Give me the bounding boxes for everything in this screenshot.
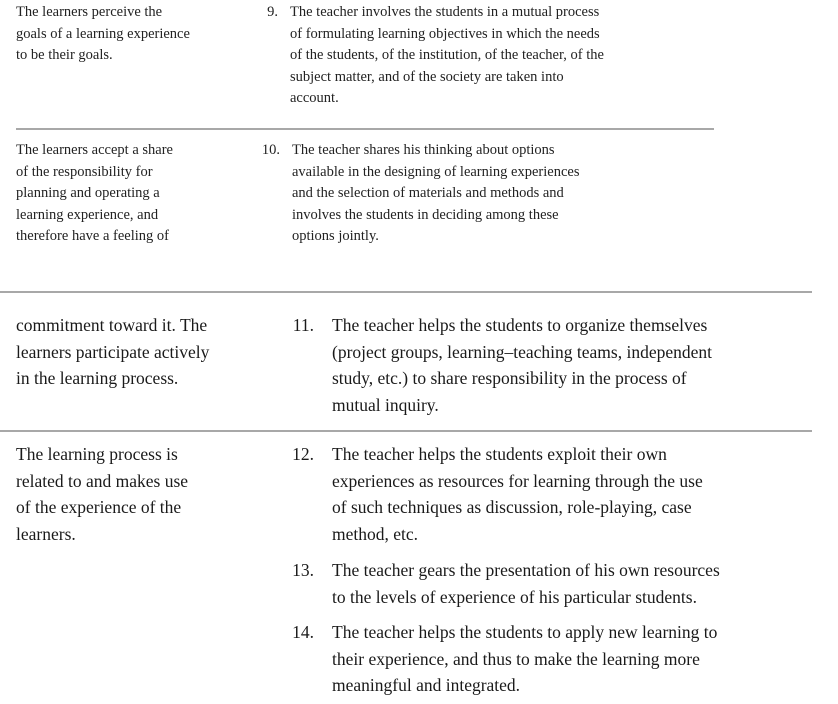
item-line: The teacher involves the students in a mutual process bbox=[290, 4, 600, 20]
item-number: 13. bbox=[292, 560, 314, 580]
item-line: The teacher helps the students to apply new learning to bbox=[332, 622, 718, 642]
item-line: The teacher gears the presentation of his own resources bbox=[332, 560, 720, 580]
condition-cell bbox=[16, 312, 266, 392]
condition-line: related to and makes use bbox=[16, 470, 189, 491]
condition-line: commitment toward it. The bbox=[16, 315, 208, 335]
item-line: of formulating learning objectives in which the needs bbox=[290, 25, 600, 42]
item-number: 14. bbox=[292, 622, 314, 642]
item-line: The teacher helps the students to organize themselves bbox=[332, 315, 708, 335]
condition-cell bbox=[16, 140, 256, 248]
item-line: The teacher helps the students exploit their own bbox=[332, 444, 667, 464]
item-line: study, etc.) to share responsibility in the process of bbox=[332, 368, 687, 388]
condition-cell bbox=[16, 2, 256, 67]
item-line: and the selection of materials and methods and bbox=[292, 185, 564, 201]
condition-line: goals of a learning experience bbox=[16, 25, 190, 42]
row-divider bbox=[0, 291, 812, 293]
item-text bbox=[332, 441, 836, 547]
item-line: method, etc. bbox=[332, 523, 419, 544]
condition-line: learning experience, and bbox=[16, 206, 159, 223]
item-number: 11. bbox=[292, 315, 314, 335]
item-text bbox=[292, 140, 720, 248]
condition-line: learners participate actively bbox=[16, 341, 210, 362]
condition-line: The learners perceive the bbox=[16, 4, 163, 20]
condition-cell bbox=[16, 441, 266, 547]
row-divider bbox=[0, 430, 812, 432]
condition-line: of the experience of the bbox=[16, 497, 182, 517]
item-line: of such techniques as discussion, role-playing, case bbox=[332, 497, 692, 517]
item-line: (project groups, learning–teaching teams, independent bbox=[332, 341, 713, 362]
condition-line: therefore have a feeling of bbox=[16, 228, 169, 244]
condition-line: The learners accept a share bbox=[16, 142, 173, 158]
item-line: options jointly. bbox=[292, 228, 379, 244]
condition-line: of the responsibility for bbox=[16, 163, 153, 180]
condition-line: The learning process is bbox=[16, 444, 178, 464]
item-text bbox=[332, 619, 836, 699]
item-line: subject matter, and of the society are taken into bbox=[290, 68, 564, 85]
item-line: meaningful and integrated. bbox=[332, 675, 521, 695]
item-line: available in the designing of learning experiences bbox=[292, 163, 580, 180]
condition-line: learners. bbox=[16, 523, 76, 544]
item-number: 12. bbox=[292, 444, 314, 464]
condition-line: planning and operating a bbox=[16, 185, 160, 201]
item-number: 10. bbox=[261, 142, 280, 158]
condition-line: to be their goals. bbox=[16, 47, 113, 63]
item-line: of the students, of the institution, of the teacher, of the bbox=[290, 47, 604, 63]
item-text bbox=[332, 312, 836, 418]
item-line: mutual inquiry. bbox=[332, 394, 439, 415]
item-line: their experience, and thus to make the learning more bbox=[332, 648, 700, 669]
item-text bbox=[332, 557, 836, 610]
item-line: to the levels of experience of his particular students. bbox=[332, 586, 697, 607]
row-divider bbox=[16, 128, 714, 130]
condition-line: in the learning process. bbox=[16, 368, 179, 388]
item-text bbox=[290, 2, 720, 110]
item-line: involves the students in deciding among these bbox=[292, 206, 559, 223]
item-line: The teacher shares his thinking about options bbox=[292, 142, 555, 158]
item-number: 9. bbox=[267, 4, 278, 20]
item-line: account. bbox=[290, 90, 339, 106]
item-line: experiences as resources for learning through the use bbox=[332, 470, 703, 491]
